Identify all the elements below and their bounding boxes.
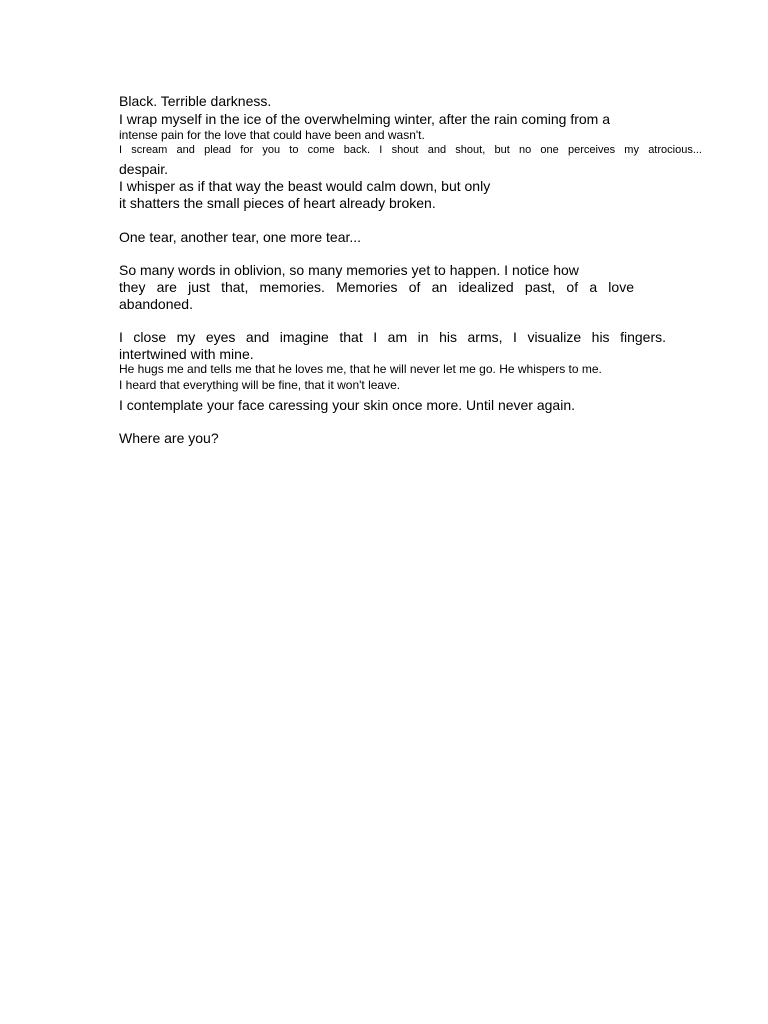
text-line: intertwined with mine. (119, 346, 254, 362)
text-line: I scream and plead for you to come back. I shout and shout, but no one perceives my atrocious... (119, 144, 702, 156)
text-line: Black. Terrible darkness. (119, 93, 272, 109)
text-line: I contemplate your face caressing your skin once more. Until never again. (119, 397, 576, 413)
text-line: So many words in oblivion, so many memories yet to happen. I notice how (119, 262, 579, 278)
justified-text-line (119, 329, 666, 345)
text-line: One tear, another tear, one more tear... (119, 229, 362, 245)
text-line: I close my eyes and imagine that I am in his arms, I visualize his fingers. (119, 329, 666, 345)
text-line: He hugs me and tells me that he loves me, that he will never let me go. He whispers to me. (119, 362, 602, 376)
text-line: it shatters the small pieces of heart already broken. (119, 195, 436, 211)
text-line: abandoned. (119, 296, 193, 312)
text-line: Where are you? (119, 430, 219, 446)
text-line: despair. (119, 161, 169, 177)
text-line: I whisper as if that way the beast would calm down, but only (119, 178, 491, 194)
justified-text-line (119, 279, 634, 295)
text-line: I heard that everything will be fine, that it won't leave. (119, 378, 401, 392)
justified-text-line (119, 144, 702, 157)
text-line: they are just that, memories. Memories of an idealized past, of a love (119, 279, 634, 295)
text-line: I wrap myself in the ice of the overwhelming winter, after the rain coming from a (119, 111, 610, 127)
text-line: intense pain for the love that could have been and wasn't. (119, 128, 425, 142)
